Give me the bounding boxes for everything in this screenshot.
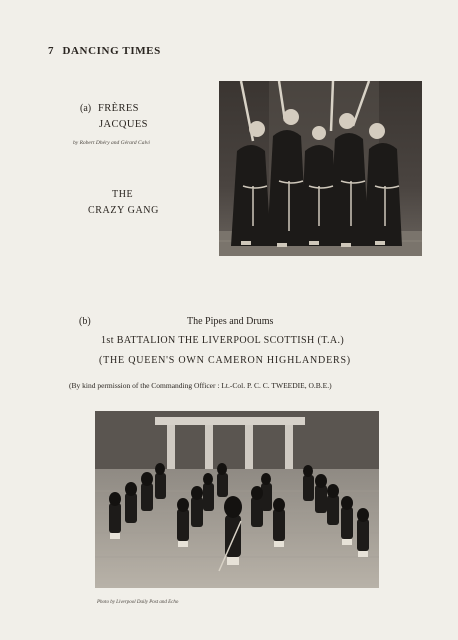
act-title-line1: FRÈRES xyxy=(98,103,139,114)
section-a-label: (a) xyxy=(80,103,92,114)
section-b-label: (b) xyxy=(79,316,91,327)
section-b-heading: The Pipes and Drums xyxy=(187,316,274,327)
pipe-band-photo xyxy=(95,411,379,588)
crazy-gang-photo-image xyxy=(219,81,422,256)
permission-note: (By kind permission of the Commanding Officer : Lt.-Col. P. C. C. TWEEDIE, O.B.E.) xyxy=(69,381,332,390)
page-header xyxy=(48,45,161,57)
page-number: 7 xyxy=(48,45,55,57)
regiment-name: (THE QUEEN'S OWN CAMERON HIGHLANDERS) xyxy=(99,355,351,366)
group-name-line1: THE xyxy=(112,189,134,200)
battalion-name: 1st BATTALION THE LIVERPOOL SCOTTISH (T.A.) xyxy=(101,335,345,346)
act-title-line2: JACQUES xyxy=(99,119,148,130)
act-credits: by Robert Dhéry and Gérard Calvi xyxy=(73,140,150,146)
pipe-band-photo-image xyxy=(95,411,379,588)
photo-credit: Photo by Liverpool Daily Post and Echo xyxy=(97,600,179,605)
magazine-title: DANCING TIMES xyxy=(62,45,161,57)
crazy-gang-photo xyxy=(219,81,422,256)
group-name-line2: CRAZY GANG xyxy=(88,205,159,216)
